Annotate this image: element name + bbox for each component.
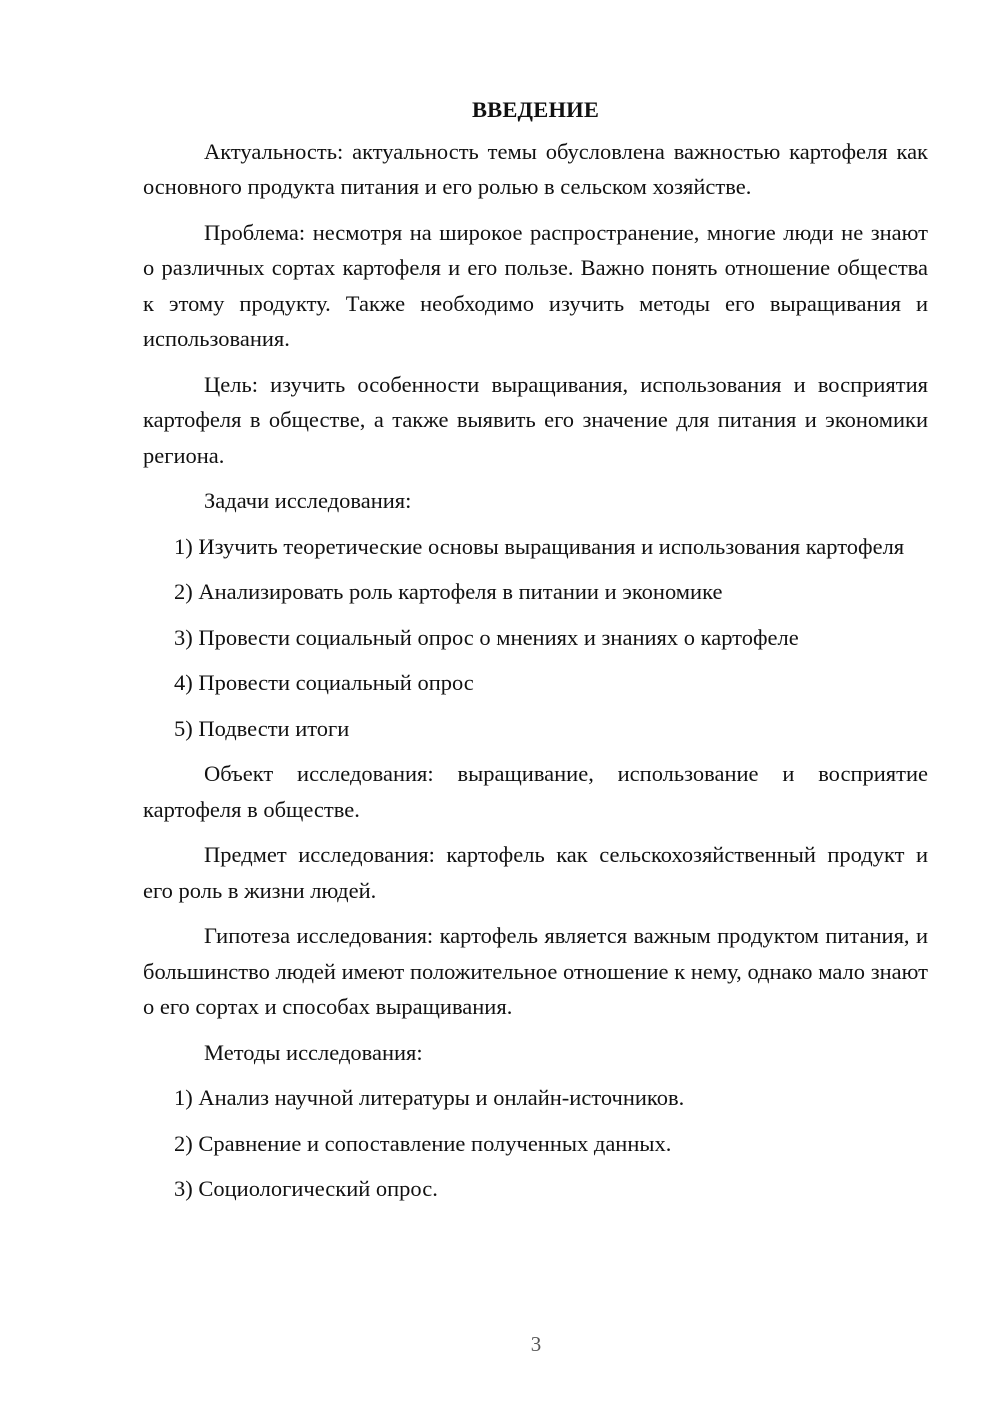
page-title: ВВЕДЕНИЕ	[471, 97, 600, 122]
page-content	[143, 92, 928, 1217]
method-item: 2) Сравнение и сопоставление полученных данных.	[174, 1130, 672, 1156]
methods-heading: Методы исследования:	[204, 1039, 423, 1065]
task-item: 1) Изучить теоретические основы выращивания и использования картофеля	[174, 533, 905, 559]
task-item: 5) Подвести итоги	[174, 715, 350, 741]
relevance-paragraph: Актуальность: актуальность темы обусловлена важностью картофеля как основного продукта питания и его ролью в сельском хозяйстве.	[143, 138, 928, 199]
task-item: 2) Анализировать роль картофеля в питании и экономике	[174, 579, 723, 604]
hypothesis-paragraph: Гипотеза исследования: картофель является важным продуктом питания, и большинство людей имеют положительное отношение к нему, однако мало знают о его сортах и способах выращивания.	[143, 923, 928, 1019]
subject-paragraph: Предмет исследования: картофель как сельскохозяйственный продукт и его роль в жизни людей.	[143, 842, 928, 903]
problem-paragraph: Проблема: несмотря на широкое распространение, многие люди не знают о различных сортах картофеля и его пользе. Важно понять отношение общества к этому продукту. Также необходимо изучить методы его выращивания и использования.	[143, 219, 928, 351]
task-item: 3) Провести социальный опрос о мнениях и знаниях о картофеле	[174, 624, 799, 650]
page-number: 3	[530, 1332, 542, 1356]
task-item: 4) Провести социальный опрос	[174, 670, 474, 695]
method-item: 1) Анализ научной литературы и онлайн-источников.	[174, 1085, 685, 1110]
tasks-heading: Задачи исследования:	[204, 488, 412, 513]
goal-paragraph: Цель: изучить особенности выращивания, использования и восприятия картофеля в обществе, а также выявить его значение для питания и экономики региона.	[143, 371, 928, 468]
method-item: 3) Социологический опрос.	[174, 1176, 438, 1201]
object-paragraph: Объект исследования: выращивание, использование и восприятие картофеля в обществе.	[143, 761, 928, 822]
